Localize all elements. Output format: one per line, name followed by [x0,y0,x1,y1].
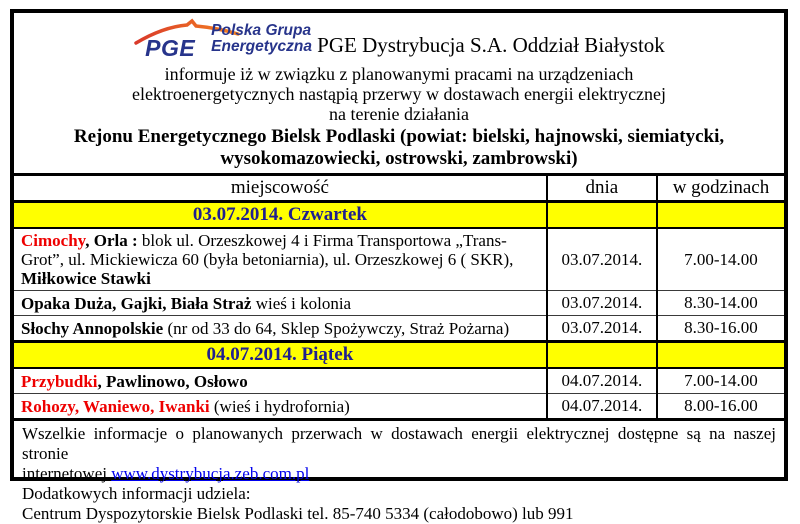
intro-text [14,64,784,124]
logo-group-line1: Polska Grupa [211,22,312,39]
outage-table-body [14,202,784,420]
locality-segment: Rohozy, Waniewo, Iwanki [21,396,210,416]
pge-logo [133,20,312,62]
locality-segment: Opaka Duża, Gajki, Biała Straż [21,293,252,313]
logo-pge-text: PGE [145,35,196,61]
locality-cell [14,228,547,291]
outage-row [14,228,784,291]
locality-segment: wieś i kolonia [251,293,352,313]
locality-segment: Przybudki [21,371,98,391]
date-cell: 03.07.2014. [547,316,657,342]
hours-cell: 8.30-16.00 [657,316,784,342]
document-header [14,13,784,62]
date-cell: 04.07.2014. [547,394,657,420]
table-header-row [14,175,784,202]
section-empty-cell [547,202,657,229]
hours-cell: 8.00-16.00 [684,396,758,415]
locality-segment: , Orla : [85,231,142,250]
region-line-1: Rejonu Energetycznego Bielsk Podlaski (powiat: bielski, hajnowski, siemiatycki, [73,126,725,147]
intro-line-2: elektroenergetycznych nastąpią przerwy w dostawach energii elektrycznej [131,84,667,104]
document-footer [14,421,784,524]
locality-segment: Słochy Annopolskie [21,318,164,338]
date-cell: 03.07.2014. [547,291,657,316]
outage-row [14,291,784,316]
locality-cell [14,394,547,420]
hours-cell: 7.00-14.00 [657,368,784,394]
date-cell: 04.07.2014. [547,368,657,394]
footer-info-line1: Wszelkie informacje o planowanych przerwach w dostawach energii elektrycznej dostępne są na naszej stronie [22,424,776,463]
region-line-2: wysokomazowiecki, ostrowski, zambrowski) [220,148,578,169]
section-date-label: 03.07.2014. Czwartek [14,202,547,229]
logo-group-text [211,23,312,55]
locality-segment: , Pawlinowo, Osłowo [97,371,248,391]
outage-notice-document [10,9,788,523]
intro-line-3: na terenie działania [329,104,469,124]
section-date-label: 04.07.2014. Piątek [14,342,547,369]
section-empty-cell [657,202,784,229]
section-empty-cell [657,342,784,369]
locality-segment: blok ul. Orzeszkowej 4 i Firma Transportowa „Trans-Grot”, ul. Mickiewicza 60 (była betoniarnia), ul. Orzeszkowej 6 ( SKR), [21,231,514,269]
section-header-row [14,202,784,229]
locality-segment: (nr od 33 do 64, Sklep Spożywczy, Straż Pożarna) [163,318,510,338]
company-title: PGE Dystrybucja S.A. Oddział Białystok [317,33,665,57]
locality-segment: Miłkowice Stawki [21,269,151,288]
column-header-locality: miejscowość [14,175,547,202]
outage-table-head [14,175,784,202]
outage-row [14,394,784,420]
hours-cell: 8.30-14.00 [657,291,784,316]
section-header-row [14,342,784,369]
column-header-date: dnia [547,175,657,202]
outage-row [14,368,784,394]
footer-info-line2-prefix: internetowej [22,464,112,483]
website-link[interactable]: www.dystrybucja.zeb.com.pl [111,464,310,483]
column-header-hours: w godzinach [657,175,784,202]
hours-cell: 7.00-14.00 [657,228,784,291]
footer-info-line2 [22,464,776,484]
section-empty-cell [547,342,657,369]
region-title [14,126,784,170]
outage-table [14,173,784,421]
logo-group-line2: Energetyczna [211,38,312,55]
footer-info-period: . [309,464,314,483]
footer-contact-details: Centrum Dyspozytorskie Bielsk Podlaski tel. 85-740 5334 (całodobowo) lub 991 [22,504,574,523]
date-cell: 03.07.2014. [547,228,657,291]
footer-contact-intro: Dodatkowych informacji udziela: [22,484,251,503]
intro-line-1: informuje iż w związku z planowanymi pracami na urządzeniach [164,64,634,84]
locality-cell [14,291,547,316]
locality-segment: Cimochy [21,231,86,250]
outage-row [14,316,784,342]
locality-cell [14,368,547,394]
locality-segment: (wieś i hydrofornia) [209,396,350,416]
locality-cell [14,316,547,342]
